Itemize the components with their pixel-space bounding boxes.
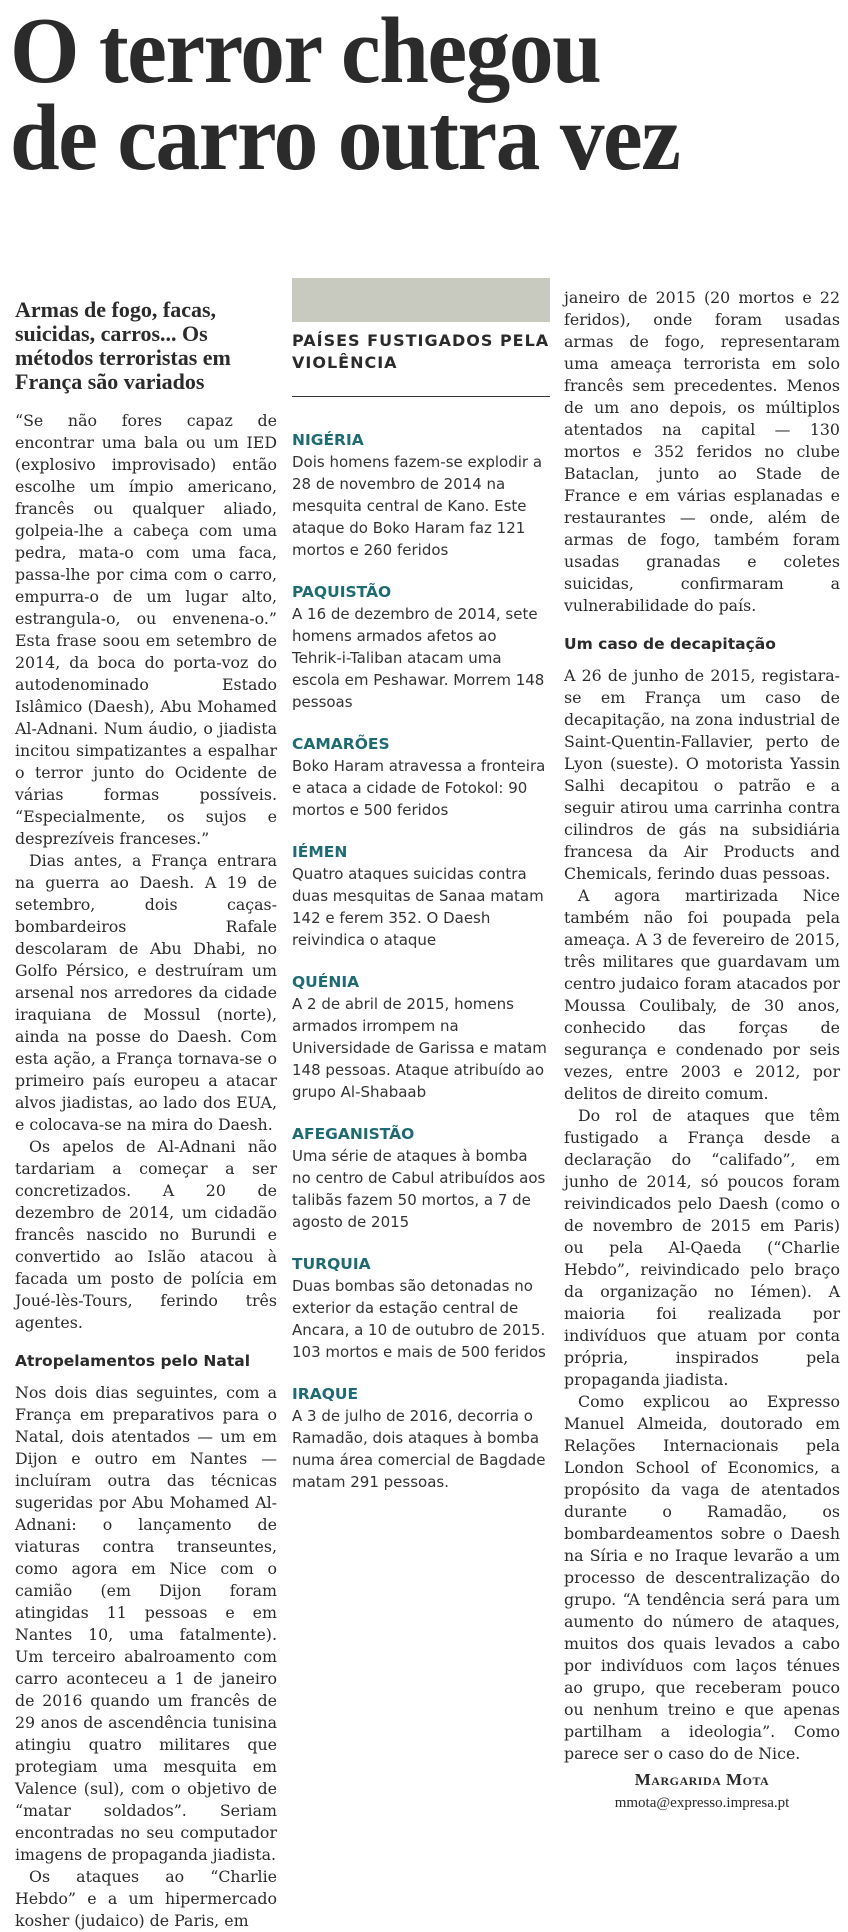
right-column (564, 287, 840, 1813)
country-description: Dois homens fazem-se explodir a 28 de novembro de 2014 na mesquita central de Kano. Este ataque do Boko Haram faz 121 mortos e 260 feridos (292, 453, 543, 559)
sidebar-header-bar (292, 278, 550, 322)
paragraph: “Se não fores capaz de encontrar uma bala ou um IED (explosivo improvisado) então escolhe um ímpio americano, francês ou qualquer aliado, golpeia-lhe a cabeça com uma pedra, mata-o com uma faca, passa-lhe por cima com o carro, empurra-o de um lugar alto, estrangula-o, ou envenena-o.” Esta frase soou em setembro de 2014, da boca do porta-voz do autodenominado Estado Islâmico (Daesh), Abu Mohamed Al-Adnani. Num áudio, o jiadista incitou simpatizantes a espalhar o terror junto do Ocidente de várias formas possíveis. “Especialmente, os sujos e desprezíveis franceses.” (15, 411, 277, 848)
lead-subheadline: Armas de fogo, facas, suicidas, carros... Os métodos terroristas em França são variados (15, 297, 231, 394)
headline (10, 0, 680, 190)
sidebar-box (292, 278, 550, 1513)
paragraph: Do rol de ataques que têm fustigado a França desde a declaração do “califado”, em junho de 2014, só poucos foram reivindicados pelo Daesh (como o de novembro de 2015 em Paris) ou pela Al-Qaeda (“Charlie Hebdo”, reivindicado pelo braço da organização no Iémen). A maioria foi realizada por indivíduos que atuam por conta própria, inspirados pela propaganda jiadista. (564, 1106, 840, 1389)
country-heading: CAMARÕES (292, 735, 390, 753)
section-subhead: Um caso de decapitação (564, 635, 776, 653)
sidebar-entries (292, 429, 550, 1493)
country-heading: IRAQUE (292, 1385, 359, 1403)
country-description: A 2 de abril de 2015, homens armados irrompem na Universidade de Garissa e matam 148 pessoas. Ataque atribuído ao grupo Al-Shabaab (292, 995, 547, 1101)
left-column (15, 298, 277, 1932)
paragraph: Os apelos de Al-Adnani não tardariam a começar a ser concretizados. A 20 de dezembro de 2014, um cidadão francês nascido no Burundi e convertido ao Islão atacou à facada um posto de polícia em Joué-lès-Tours, ferindo três agentes. (15, 1137, 277, 1332)
divider (292, 396, 550, 397)
paragraph: A agora martirizada Nice também não foi poupada pela ameaça. A 3 de fevereiro de 2015, três militares que guardavam um centro judaico foram atacados por Moussa Coulibaly, de 30 anos, conhecido das forças de segurança e condenado por seis vezes, entre 2003 e 2012, por delitos de direito comum. (564, 886, 840, 1103)
paragraph: Os ataques ao “Charlie Hebdo” e a um hipermercado kosher (judaico) de Paris, em (15, 1867, 277, 1930)
headline-line-1: O terror chegou (10, 0, 601, 103)
author-byline: Margarida Mota (634, 1770, 770, 1789)
paragraph: Como explicou ao Expresso Manuel Almeida, doutorado em Relações Internacionais pela London School of Economics, a propósito da vaga de atentados durante o Ramadão, os bombardeamentos sobre o Daesh na Síria e no Iraque levarão a um processo de descentralização do grupo. “A tendência será para um aumento do número de ataques, muitos dos quais levados a cabo por indivíduos com laços ténues ao grupo, que receberam pouco ou nenhum treino e que apenas partilham a ideologia”. Como parece ser o caso do de Nice. (564, 1392, 840, 1763)
paragraph: A 26 de junho de 2015, registara-se em França um caso de decapitação, na zona industrial de Saint-Quentin-Fallavier, perto de Lyon (sueste). O motorista Yassin Salhi decapitou o patrão e a seguir atirou uma carrinha contra cilindros de gás na subsidiária francesa da Air Products and Chemicals, ferindo duas pessoas. (564, 666, 840, 883)
section-subhead: Atropelamentos pelo Natal (15, 1352, 251, 1370)
country-description: Duas bombas são detonadas no exterior da estação central de Ancara, a 10 de outubro de 2015. 103 mortos e mais de 500 feridos (292, 1277, 546, 1361)
country-heading: IÉMEN (292, 843, 348, 861)
paragraph: Nos dois dias seguintes, com a França em preparativos para o Natal, dois atentados — um em Dijon e outro em Nantes — incluíram outra das técnicas sugeridas por Abu Mohamed Al-Adnani: o lançamento de viaturas contra transeuntes, como agora em Nice com o camião (em Dijon foram atingidas 11 pessoas e em Nantes 10, uma fatalmente). Um terceiro abalroamento com carro aconteceu a 1 de janeiro de 2016 quando um francês de 29 anos de ascendência tunisina atingiu quatro militares que protegiam uma mesquita em Valence (sul), com o objetivo de “matar soldados”. Seriam encontradas no seu computador imagens de propaganda jiadista. (15, 1383, 277, 1864)
country-heading: TURQUIA (292, 1255, 371, 1273)
sidebar-title: PAÍSES FUSTIGADOS PELA VIOLÊNCIA (292, 331, 550, 372)
country-description: Uma série de ataques à bomba no centro de Cabul atribuídos aos talibãs fazem 50 mortos, a 7 de agosto de 2015 (292, 1147, 546, 1231)
headline-line-2: de carro outra vez (10, 86, 680, 190)
country-heading: QUÉNIA (292, 973, 360, 991)
country-heading: NIGÉRIA (292, 431, 364, 449)
country-description: Quatro ataques suicidas contra duas mesquitas de Sanaa matam 142 e ferem 352. O Daesh reivindica o ataque (292, 865, 544, 949)
country-description: A 3 de julho de 2016, decorria o Ramadão, dois ataques à bomba numa área comercial de Bagdade matam 291 pessoas. (292, 1407, 546, 1491)
country-heading: AFEGANISTÃO (292, 1125, 415, 1143)
country-heading: PAQUISTÃO (292, 583, 392, 601)
country-description: Boko Haram atravessa a fronteira e ataca a cidade de Fotokol: 90 mortos e 500 feridos (292, 757, 546, 819)
country-description: A 16 de dezembro de 2014, sete homens armados afetos ao Tehrik-i-Taliban atacam uma escola em Peshawar. Morrem 148 pessoas (292, 605, 545, 711)
paragraph: janeiro de 2015 (20 mortos e 22 feridos), onde foram usadas armas de fogo, representaram uma ameaça terrorista em solo francês sem precedentes. Menos de um ano depois, os múltiplos atentados na capital — 130 mortos e 352 feridos no clube Bataclan, junto ao Stade de France e em várias esplanadas e restaurantes — onde, além de armas de fogo, também foram usadas granadas e coletes suicidas, confirmaram a vulnerabilidade do país. (564, 288, 840, 615)
author-email: mmota@expresso.impresa.pt (614, 1795, 790, 1811)
paragraph: Dias antes, a França entrara na guerra ao Daesh. A 19 de setembro, dois caças-bombardeiros Rafale descolaram de Abu Dhabi, no Golfo Pérsico, e destruíram um arsenal nos arredores da cidade iraquiana de Mossul (norte), ainda na posse do Daesh. Com esta ação, a França tornava-se o primeiro país europeu a atacar alvos jiadistas, ao lado dos EUA, e colocava-se na mira do Daesh. (15, 851, 277, 1134)
